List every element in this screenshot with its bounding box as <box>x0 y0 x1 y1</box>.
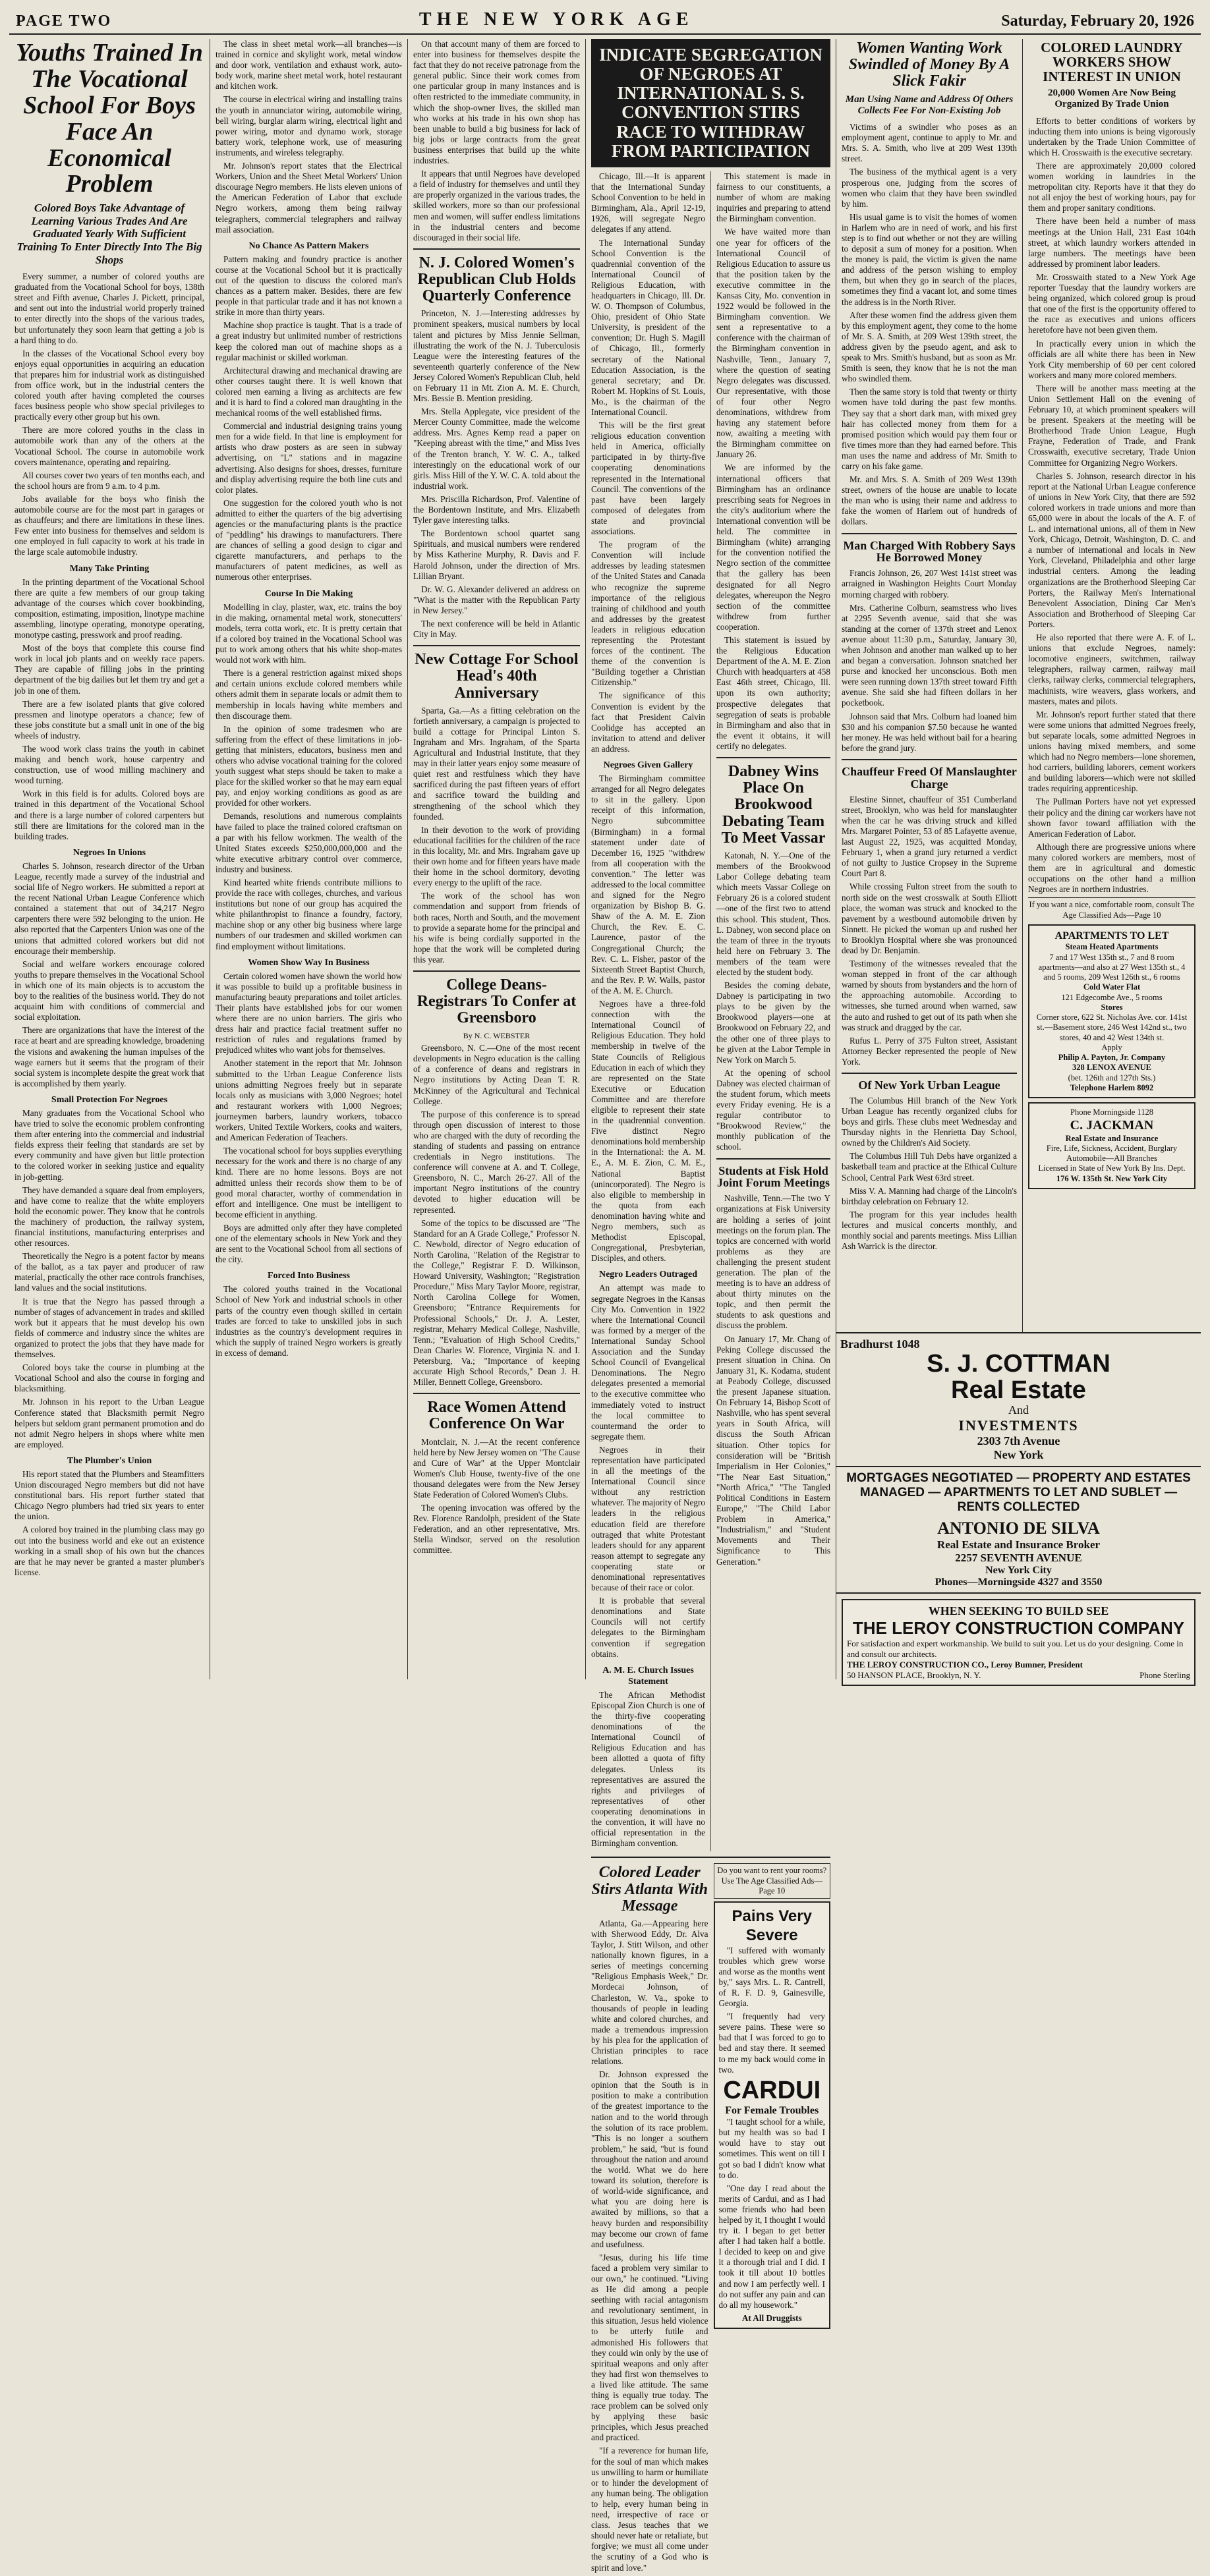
paper-title: THE NEW YORK AGE <box>418 9 694 30</box>
column-3 <box>408 39 586 1679</box>
divider <box>842 1073 1017 1074</box>
article-paragraph: The Columbus Hill branch of the New York Urban League has recently organized clubs for boys and girls. These clubs meet Wednesday and Thursday nights in the Henrietta Day School, owned by the Children's Aid Society. <box>842 1095 1017 1148</box>
article-paragraph: The African Methodist Episcopal Zion Church is one of the thirty-five cooperating denominations of the International Council of Religious Education and has been allotted a quota of fifty delegates. Unless its representatives are assured the rights and privileges of representatives of other cooperating denominations in the convention, it will have no official representation in the Birmingham convention. <box>591 1689 705 1849</box>
divider <box>842 759 1017 760</box>
article-paragraph: We are informed by the international officers that Birmingham has an ordinance prescribing seats for Negroes in the city's auditorium where the International convention will be held. The committee in Birmingham (white) arranging for the convention notified the Negro section of the committee that the gallery has been designated for all Negro delegates, whereupon the Negro section of the committee withdrew from further cooperation. <box>716 462 830 632</box>
ad-title: S. J. COTTMAN <box>927 1349 1110 1378</box>
article-paragraph: Machine shop practice is taught. That is a trade of a great industry but unlimited number of restrictions keep the colored man out of machine shops as a regular machinist or skilled workman. <box>216 320 402 362</box>
article-paragraph: Negroes in their representation have participated in all the meetings of the International Council since without any restriction whatever. The majority of Negro leaders in the religious education field are therefore outraged that white Protestant leaders should for any apparent reason attempt to segregate any cooperating state or denominational representatives because of their race or color. <box>591 1444 705 1593</box>
article-paragraph: Miss V. A. Manning had charge of the Lincoln's birthday celebration on February 12. <box>842 1185 1017 1206</box>
article-paragraph: On that account many of them are forced to enter into business for themselves despite the fact that they do not receive patronage from the general public. Since their work comes from one particular group in many instances and is often restricted to the immediate community, in which the shop-owner lives, the skilled man who works at his trade in his own shop has been unable to build a big business for lack of big jobs or large contracts from the great business enterprises that build up the white industries. <box>413 39 580 166</box>
article-paragraph: Mr. Johnson in his report to the Urban League Conference stated that Blacksmith permit Negro helpers but seldom grant permanent promotion and do not admit Negro helpers in shops where white men are employed. <box>14 1397 204 1449</box>
desilva-ad <box>836 1467 1201 1594</box>
ad-title: APARTMENTS TO LET <box>1054 930 1169 941</box>
article-paragraph: Kind hearted white friends contribute millions to provide the race with colleges, churches, and various institutions but none of our group has acquired the white philanthropist to finance a foundry, factory, machine shop or any other big business where large numbers of our tradesmen and skilled workmen can find employment without limitations. <box>216 878 402 951</box>
article-paragraph: There are a few isolated plants that give colored pressmen and linotype operators a chance; few of these jobs constitute but a small unit in one of the big wheels of industry. <box>14 698 204 741</box>
urban-league-headline: Of New York Urban League <box>858 1078 1000 1092</box>
article-paragraph: In their devotion to the work of providing educational facilities for the children of the race in this locality, Mr. and Mrs. Ingraham gave up their own home and for fifteen years have made their home in the school dormitory, devoting every energy to the uplift of the race. <box>413 824 581 888</box>
segregation-body <box>591 171 830 1851</box>
article-paragraph: Demands, resolutions and numerous complaints have failed to place the trained colored craftsman on a par with his fellow workmen. The wealth of the United States exceeds $250,000,000,000 and the white executive arbitrary control over commerce, industry and business. <box>216 811 402 874</box>
article-paragraph: Besides the coming debate, Dabney is participating in two plays to be given by the Brookwood players—one at Brookwood on February 22, and the other one of three plays to be given at the Labor Temple in New York on March 5. <box>716 980 830 1065</box>
article-paragraph: In the classes of the Vocational School every boy enjoys equal opportunities in acquiring an education that prepares him for industrial work as distinguished from office work, but in the industrial centers the colored youth after having completed the courses faces business people who show special privileges to practically every other group but his own. <box>14 348 204 422</box>
ad-line: Real Estate and Insurance Broker <box>936 1538 1101 1551</box>
ad-paragraph: "I frequently had very severe pains. These were so bad that I was forced to go to bed and stay there. It seemed to me my back would come in two. <box>718 2011 825 2075</box>
cardui-tagline: For Female Troubles <box>725 2104 819 2116</box>
ad-title: C. JACKMAN <box>1070 1118 1154 1133</box>
article-paragraph: It is true that the Negro has passed through a number of stages of advancement in trades and skilled work but it appears that he must develop his own fields of commerce and industry since the whites are organized to protect the jobs that they have made for themselves. <box>14 1296 204 1360</box>
ad-paragraph: "I taught school for a while, but my health was so bad I would have to stay out sometimes. This went on till I got so bad I didn't know what to do. <box>718 2117 825 2180</box>
swindled-subhead: Man Using Name and Address Of Others Collects Fee For Non-Existing Job <box>845 94 1014 116</box>
article-paragraph: His usual game is to visit the homes of women in Harlem who are in need of work, and his first step is to find out whether or not they are willing to deposit a sum of money for a position. When the money is paid, the victim is given the name and address of the person wishing to employ them, but when they go in search of the places, sometimes they find a vacant lot, and some times the address is in the North River. <box>842 211 1017 307</box>
cardui-footer: At All Druggists <box>741 2312 802 2323</box>
section-heading: Forced Into Business <box>268 1271 350 1281</box>
cardui-ad <box>714 1863 831 2575</box>
article-paragraph: An attempt was made to segregate Negroes in the Kansas City Mo. Convention in 1922 where the International Council was formed by a merger of the International Sunday School Association and the Sunday School Council of Evangelical Denominations. The Negro delegates presented a memorial to the executive committee who immediately voted to instruct the local committee to countermand the order to segregate them. <box>591 1283 705 1442</box>
cottman-ad <box>836 1333 1201 1467</box>
section-heading: The Plumber's Union <box>67 1455 152 1466</box>
article-paragraph: Charles S. Johnson, research director in his report at the National Urban League conference of unions in New York City, that there are 592 colored workers in trade unions and more than 65,000 were in about the locals of the A. F. of L. and international unions, all of them in New York, Chicago, Detroit, Washington, D. C. and a number of international and locals in New York, Cleveland, Philadelphia and other large industrial centers. Among the leading organizations are the Brotherhood Sleeping Car Porters, the Railway Men's International Benevolent Association, Dining Car Men's Association and Brotherhood of Sleeping Car Porters. <box>1028 470 1196 629</box>
segregation-banner <box>591 39 830 167</box>
article-paragraph: The Columbus Hill Tuh Debs have organized a basketball team and practice at the Ethical Culture School, Central Park West 63rd street. <box>842 1151 1017 1183</box>
divider <box>842 533 1017 534</box>
article-paragraph: The course in electrical wiring and installing trains the youth in annunciator wiring, automobile wiring, bell wiring, burglar alarm wiring, electrical light and power wiring, motor and dynamo work, storage battery work, telephone work, use of measuring instruments, and wireless telegraphy. <box>216 94 402 157</box>
section-heading: Negroes Given Gallery <box>603 760 693 770</box>
ad-line: THE LEROY CONSTRUCTION CO., Leroy Bumner, President <box>847 1660 1083 1669</box>
article-paragraph: Every summer, a number of colored youths are graduated from the Vocational School for boys, 138th street and Fifth avenue, Charles J. Pickett, principal, and sent out into the industrial world properly trained to enter directly into the shops of the various trades, but unfortunately they soon learn that getting a job is a hard thing to do. <box>14 271 204 345</box>
ad-line: Stores <box>1101 1002 1123 1012</box>
race-women-headline: Race Women Attend Conference On War <box>427 1399 566 1433</box>
article-paragraph: He also reported that there were A. F. of L. unions that exclude Negroes, namely: locomotive engineers, switchmen, railway telegraphers, railway carmen, railway mail clerks, railway clerks, commercial telegraphers, machinists, wire weavers, glass workers, and masters, mates and pilots. <box>1028 632 1196 706</box>
ad-line: 121 Edgecombe Ave., 5 rooms <box>1061 992 1163 1002</box>
article-paragraph: In practically every union in which the officials are all white there has been in New York City membership of 60 per cent colored workers and many more colored members. <box>1028 338 1196 380</box>
article-paragraph: Jobs available for the boys who finish the automobile course are for the most part in garages or as chauffeurs; and there are limitations in these lines. Few enter into business for themselves and seldom is one employed in full capacity to work at his trade in the large scale automobile industry. <box>14 493 204 557</box>
article-paragraph: A colored boy trained in the plumbing class may go out into the business world and eke out an existence working in a small shop of his own but the chances are that he may never be granted a master plumber's license. <box>14 1525 204 1577</box>
article-paragraph: Rufus L. Perry of 375 Fulton street, Assistant Attorney Becker represented the people of New York. <box>842 1035 1017 1067</box>
section-heading: Course In Die Making <box>264 588 353 599</box>
article-paragraph: There have been held a number of mass meetings at the Union Hall, 231 East 104th street, at which laundry workers attended in large numbers. The meetings have been addressed by prominent labor leaders. <box>1028 216 1196 269</box>
article-paragraph: They have demanded a square deal from employers, and have come to realize that the white employers hold the economic power. They know that he controls the machinery of production, the railway system, financial institutions, manufacturing enterprises and other resources. <box>14 1185 204 1248</box>
article-paragraph: Some of the topics to be discussed are "The Standard for an A Grade College," Professor N. C. Newbold, director of Negro education of North Carolina, "Relation of the Registrar to the College," Registrar F. D. Wilkinson, Howard University, Washington; "Registration Procedure," Miss Mary Taylor Moore, registrar, North Carolina College for Women, Greensboro; "Entrance Requirements for Professional Schools," Dr. J. A. Lester, registrar, Meharry Medical College, Nashville, Tenn.; "Evaluation of High School Credits," Dean Charles W. Florence, Virginia N. and I. Petersburg, Va.; "Importance of keeping accurate High School Records," Dean J. H. Miller, Bennett College, Greensboro. <box>413 1218 580 1387</box>
article-paragraph: The class in sheet metal work—all branches—is trained in cornice and skylight work, metal window and door work, ventilation and exhaust work, auto-body work, marine sheet metal work, hotel restaurant and kitchen work. <box>216 39 402 92</box>
article-paragraph: It is probable that several denominations and State Councils will not certify delegates to the Birmingham convention if segregation obtains. <box>591 1596 705 1659</box>
vocational-subhead: Colored Boys Take Advantage of Learning Various Trades And Are Graduated Yearly With Sufficient Training To Enter Directly Into The Big Shops <box>16 202 202 266</box>
cottage-headline: New Cottage For School Head's 40th Anniversary <box>415 651 579 702</box>
article-paragraph: Victims of a swindler who poses as an employment agent, continue to apply to Mr. and Mrs. S. A. Smith, who live at 209 West 139th street. <box>842 122 1017 164</box>
article-paragraph: Atlanta, Ga.—Appearing here with Sherwood Eddy, Dr. Alva Taylor, J. Stitt Wilson, and other nationally known figures, in a series of meetings concerning "Religious Emphasis Week," Dr. Mordecai Johnson, of Charleston, W. Va., spoke to thousands of people in leading white and colored churches, and made a tremendous impression by his plea for the application of Christian principles to race relations. <box>591 1918 708 2067</box>
article-paragraph: The program of the Convention will include addresses by leading statesmen of the United States and Canada who recognize the supreme importance of the religious training of childhood and youth and addresses by the greatest leaders in religious education representing the Protestant forces of the continent. The theme of the convention is "Building together a Christian Citizenship." <box>591 540 705 688</box>
article-paragraph: Boys are admitted only after they have completed one of the elementary schools in New York and they are sent to the Vocational School from all sections of the city. <box>216 1222 402 1265</box>
article-paragraph: The Birmingham committee arranged for all Negro delegates to sit in the gallery. Upon receipt of this information, Negro subcommittee (Birmingham) in a formal statement under date of December 16, 1925 "withdrew from all cooperation with the convention." The letter was addressed to the local committee and signed for the Negro organization by Bishop B. G. Shaw of the A. M. E. Zion Church, the Rev. E. C. Laurence, pastor of the Congregational Church; the Rev. C. L. Fisher, pastor of the Sixteenth Street Baptist Church, and the Rev. P. W. Walls, pastor of the A. M. E. Church. <box>591 773 705 995</box>
article-paragraph: In the opinion of some tradesmen who are suffering from the effect of these limitations in job-getting that ministers, educators, business men and others who advise vocational training for the colored youth suggest what steps should be taken to make a place for the skilled worker so that he may earn equal pay, and enjoy working conditions as good as are provided for other workers. <box>216 723 402 808</box>
nj-club-headline: N. J. Colored Women's Republican Club Holds Quarterly Conference <box>417 254 576 305</box>
cardui-brand: CARDUI <box>723 2076 821 2104</box>
article-paragraph: Nashville, Tenn.—The two Y organizations at Fisk University are holding a series of joint meetings on the forum plan. The topics are concerned with world problems as they are challenging the present student generation. The plan of the meeting is to have an address of about thirty minutes on the topic, and then permit the students to ask questions and discuss the problem. <box>716 1193 830 1331</box>
ad-line: Phone Sterling <box>1139 1670 1190 1680</box>
column-1 <box>9 39 210 1679</box>
chauffeur-headline: Chauffeur Freed Of Manslaughter Charge <box>842 764 1017 791</box>
section-heading: Small Protection For Negroes <box>51 1094 168 1105</box>
article-paragraph: While crossing Fulton street from the south to north side on the west crosswalk at South Elliott place, the woman was struck and knocked to the pavement by a westbound automobile driven by Sinnett. He picked the woman up and rushed her to Brooklyn Hospital where she was pronounced dead by Dr. Benjamin. <box>842 882 1017 955</box>
ad-line: Bradhurst 1048 <box>840 1337 920 1351</box>
section-heading: No Chance As Pattern Makers <box>248 240 369 251</box>
article-paragraph: Architectural drawing and mechanical drawing are other courses taught there. It is well known that colored men earning a living as architects are few and it is hard to find a colored man draughting in the mechanical rooms of the well established firms. <box>216 365 402 418</box>
article-paragraph: At the opening of school Dabney was elected chairman of the student forum, which meets every Friday evening. He is a regular contributor to "Brookwood Review," the monthly publication of the school. <box>716 1067 830 1152</box>
ad-line: Phones—Morningside 4327 and 3550 <box>935 1577 1103 1588</box>
section-heading: A. M. E. Church Issues Statement <box>602 1665 694 1687</box>
article-paragraph: The business of the mythical agent is a very prosperous one, judging from the scores of women who claim that they have been swindled by him. <box>842 167 1017 209</box>
article-paragraph: Montclair, N. J.—At the recent conference held here by New Jersey women on "The Cause and Cure of War" at the Upper Montclair Women's Club House, twenty-five of the one thousand delegates were from the New Jersey State Federation of Colored Women's Clubs. <box>413 1436 580 1499</box>
ad-paragraph: "I suffered with womanly troubles which grew worse and worse as the months went by," says Mrs. L. R. Cantrell, of R. F. D. 9, Gainesville, Georgia. <box>718 1945 825 2009</box>
apartments-ad <box>1028 924 1196 1098</box>
laundry-headline: COLORED LAUNDRY WORKERS SHOW INTEREST IN UNION <box>1041 40 1183 85</box>
column-2 <box>210 39 408 1679</box>
article-paragraph: Social and welfare workers encourage colored youths to prepare themselves in the Vocational School in which one of its main objects is to accustom the boy to the realities of the business world. They do not acquaint him with conditions of commercial and social exploitation. <box>14 959 204 1022</box>
article-paragraph: In the printing department of the Vocational School there are quite a few members of our group taking advantage of the courses which cover bookbinding, composition, estimating, imposition, linotype machine assembling, linotype operating, monotype operating, monotype casting, presswork and proof reading. <box>14 576 204 640</box>
article-paragraph: This will be the first great religious education convention held in America, officially participated in by thirty-five cooperating denominations represented in the International Council. The conventions of the past have been largely composed of delegates from state and provincial associations. <box>591 420 705 537</box>
segregation-col-right <box>710 171 830 1851</box>
article-paragraph: Most of the boys that complete this course find work in local job plants and on weekly race papers. They are capable of filling jobs in the printing department of the big dailies but let them try and get a job in one of them. <box>14 643 204 696</box>
article-paragraph: Modelling in clay, plaster, wax, etc. trains the boy in die making, ornamental metal work, stonecutters' models, terra cotta work, etc. It is pretty certain that if a colored boy trained in the Vocational School was put to work among others that his white shop-mates would not work with him. <box>216 602 402 665</box>
article-paragraph: Dr. Johnson expressed the opinion that the South is in position to make a contribution of the greatest importance to the nation and to the world through the solution of its race problem. "This is no longer a southern problem," he said, "but is found throughout the nation and around the world. What we do here toward its solution, therefore is of world-wide significance, and what you are doing here is awaited by millions, so that a heavy burden and responsibility may become our crown of fame and usefulness. <box>591 2069 708 2249</box>
ad-line: New York City <box>985 1565 1052 1576</box>
dabney-headline: Dabney Wins Place On Brookwood Debating Team To Meet Vassar <box>721 763 826 847</box>
article-paragraph: There are organizations that have the interest of the race at heart and are spreading knowledge, broadening the visions and awakening the human impulses of the wage earners but it seems that the program of their social system is incomplete despite the great work that is accomplished by them yearly. <box>14 1025 204 1088</box>
ad-paragraph: "One day I read about the merits of Cardui, and as I had some friends who had been helped by it, I thought I would try it. I began to get better after I had taken half a bottle. I decided to keep on and give it a thorough trial and I did. I took it till about 10 bottles and now I am perfectly well. I do not suffer any pain and can do all my housework." <box>718 2183 825 2310</box>
article-paragraph: The opening invocation was offered by the Rev. Florence Randolph, president of the State Federation, and an other representative, Mrs. Stella Windsor, served on the resolution committee. <box>413 1503 580 1555</box>
ad-line: 328 LENOX AVENUE <box>1072 1063 1151 1073</box>
article-paragraph: Mr. Johnson's report further stated that there were some unions that admitted Negroes freely, but separate locals, some admitted Negroes in unions having mixed members, and some which had no Negro members—lone shoremen, hod carriers, building laborers, cement workers and building laborers—which were not skilled trades requiring apprenticeship. <box>1028 709 1196 794</box>
ad-line: Phone Morningside 1128 <box>1070 1107 1153 1117</box>
atlanta-headline: Colored Leader Stirs Atlanta With Message <box>591 1864 708 1915</box>
leroy-ad <box>842 1599 1196 1686</box>
ad-line: For satisfaction and expert workmanship. We build to suit you. Let us do your designing. Come in and consult our architects. <box>847 1638 1184 1659</box>
article-paragraph: Princeton, N. J.—Interesting addresses by prominent speakers, musical numbers by local talent and pictures by Miss Jennie Sellman, illustrating the work of the N. J. Tuberculosis League were the interesting features of the seventeenth quarterly conference of the New Jersey Colored Women's Republican Club, held on February 11 in Mt. Zion A. M. E. Church, Mrs. Bessie B. Mention presiding. <box>413 308 580 404</box>
ad-line: 2257 SEVENTH AVENUE <box>955 1552 1082 1564</box>
article-paragraph: Greensboro, N. C.—One of the most recent developments in Negro education is the calling of a conference of deans and registrars in Negro institutions by Acting Dean T. R. McKinney of the Agricultural and Technical College. <box>413 1043 580 1106</box>
article-paragraph: There are approximately 20,000 colored women working in laundries in the metropolitan city. Reports have it that they do not all enjoy the best of working hours, pay for them and proper sanitary conditions. <box>1028 161 1196 213</box>
article-paragraph: The Bordentown school quartet sang Spirituals, and musical numbers were rendered by Miss Katherine Murphy, R. Davis and F. Harold Johnson, under the direction of Mrs. Lillian Bryant. <box>413 528 580 581</box>
article-paragraph: Although there are progressive unions where many colored workers are members, most of them are in agricultural and domestic occupations on the other hand a million Negroes are in northern industries. <box>1028 841 1196 895</box>
ad-line: 176 W. 135th St. New York City <box>1056 1173 1168 1183</box>
article-paragraph: The colored youths trained in the Vocational School of New York and industrial schools in other parts of the country even though skilled in certain trades are forced to take to unskilled jobs in such industries as the country's development requires in which the supply of trained Negro workers is greatly in excess of demand. <box>216 1284 402 1358</box>
divider <box>413 248 580 250</box>
article-paragraph: The Pullman Porters have not yet expressed their policy and the dining car workers have not shown favor toward affiliation with the American Federation of Labor. <box>1028 797 1196 839</box>
ad-line: Telephone Harlem 8092 <box>1070 1082 1154 1092</box>
article-paragraph: Certain colored women have shown the world how it was possible to build up a profitable business in manufacturing beauty preparations and toilet articles. Their plants have established jobs for our women where there are no union barriers. The girls who dress hair and practice facial treatment suffer no restriction of rules and regulations framed by prejudiced whites who want jobs for themselves. <box>216 970 402 1055</box>
article-paragraph: There will be another mass meeting at the Union Settlement Hall on the evening of February 10, at which prominent speakers will be present. Speakers at the meeting will be Brotherhood Trade Union League, Hugh Frayne, Federation of Trade, and Frank Crosswaith, executive secretary, Trade Union Committee for Organizing Negro Workers. <box>1028 383 1196 468</box>
article-paragraph: The program for this year includes health lectures and musical concerts monthly, and monthly social and parents meetings. Miss Lillian Ash Warrick is the director. <box>842 1209 1017 1252</box>
article-paragraph: "Jesus, during his life time faced a problem very similar to our own," he continued. "Living as He did among a people seething with racial antagonism and revolutionary sentiment, in this situation, Jesus held violence to be utterly futile and admonished His followers that they could win only by the use of spiritual weapons and only after they had first won themselves to a lived like attitude. The same thing is equally true today. The race problem can be solved only by applying these basic principles, which Jesus preached and practiced. <box>591 2252 708 2443</box>
article-paragraph: Mrs. Stella Applegate, vice president of the Mercer County Committee, made the welcome address. Mrs. Agnes Kemp read a paper on "Keeping abreast with the time," and Miss Ives of the Trenton branch, Y. W. C. A., talked interestingly on the educational work of our girls. Miss Hill of the Y. W. C. A. told about the industrial work. <box>413 406 580 491</box>
article-paragraph: Elestine Sinnet, chauffeur of 351 Cumberland street, Brooklyn, who was held for manslaughter when the car he was driving struck and killed Mrs. Margaret Pointer, 53 of 85 Lafayette avenue, last August 22, 1925, was acquitted Monday, February 1, when a grand jury returned a verdict of not guilty to Justice Cropsey in the Supreme Court Part 8. <box>842 794 1017 879</box>
byline: By N. C. WEBSTER <box>463 1030 531 1040</box>
section-heading: Many Take Printing <box>69 563 150 574</box>
column-4 <box>586 39 836 2573</box>
ad-line: (bet. 126th and 127th Sts.) <box>1068 1073 1156 1082</box>
article-paragraph: The significance of this Convention is evident by the fact that President Calvin Coolidge has accepted an invitation to attend and deliver an address. <box>591 690 705 754</box>
article-paragraph: Many graduates from the Vocational School who have tried to solve the economic problem confronting them after entering into the commercial and industrial fields express their feeling that standards are set by every community and have given but little protection to the colored worker in seeking justice and equality in job-getting. <box>14 1107 204 1182</box>
article-paragraph: Testimony of the witnesses revealed that the woman stepped in front of the car although warned by shouts from bystanders and the horn of the approaching automobile. According to witnesses, she turned around when warned, saw the auto and rushed to get out of its path when she was struck and dragged by the car. <box>842 959 1017 1032</box>
article-paragraph: Another statement in the report that Mr. Johnson submitted to the Urban League Conference lists unions admitting Negroes freely but in separate locals only as musicians with 3,000 Negroes; hotel and restaurant workers with 1,000 Negroes; journeymen barbers, laundry workers, tobacco workers, United Textile Workers, cooks and waiters, and American Federation of Teachers. <box>216 1058 402 1143</box>
article-paragraph: The International Sunday School Convention is the quadrennial convention of the International Council of Religious Education, with headquarters in Chicago, Ill. Dr. W. O. Thompson of Columbus, Ohio, president of Ohio State University, is president of the convention; Dr. Hugh S. Magill of Chicago, Ill., formerly secretary of the National Education Association, is the general secretary; and Dr. Robert M. Hopkins of St. Louis, Mo., is the chairman of the International Council. <box>591 237 705 417</box>
ad-line: 50 HANSON PLACE, Brooklyn, N. Y. <box>847 1670 981 1680</box>
ad-title: Real Estate <box>951 1376 1086 1404</box>
vocational-headline: Youths Trained In The Vocational School For Boys Face An Economical Problem <box>16 39 203 198</box>
article-paragraph: The vocational school for boys supplies everything necessary for the work and there is no charge of any kind. There are no home lessons. Boys are not admitted unless their records show them to be of good moral character, worthy of commendation in effort and intelligence. One must be intelligent to become efficient in anything. <box>216 1146 402 1219</box>
ad-line: MORTGAGES NEGOTIATED — PROPERTY AND ESTATES MANAGED — APARTMENTS TO LET AND SUBLET — RENTS COLLECTED <box>846 1471 1191 1515</box>
article-paragraph: Mr. Johnson's report states that the Electrical Workers, Union and the Sheet Metal Workers' Union discourage Negro members. He lists eleven unions of the American Federation of Labor that exclude Negro workers, among them being railway telegraphers, commercial telegraphers and railway mail association. <box>216 161 402 235</box>
article-paragraph: Chicago, Ill.—It is apparent that the International Sunday School Convention to be held in Birmingham, Ala., April 12-19, 1926, will segregate Negro delegates if any attend. <box>591 171 705 235</box>
article-paragraph: One suggestion for the colored youth who is not admitted to either the quarters of the big advertising agencies or the manufacturing plants is the practice of "peddling" his drawings to manufacturers. There are chances of selling a good design to cigar and cigarette manufacturers, and perhaps to the manufacturers of patent medicines, as well as numerous other enterprises. <box>216 497 402 582</box>
robbery-headline: Man Charged With Robbery Says He Borrowed Money <box>843 538 1016 565</box>
cardui-headline: Pains Very Severe <box>732 1907 812 1945</box>
ad-line: Philip A. Payton, Jr. Company <box>1058 1053 1166 1063</box>
article-paragraph: Theoretically the Negro is a potent factor by means of the ballot, as a tax payer and producer of raw material, practically the other race controls franchises, land values and the social institutions. <box>14 1251 204 1293</box>
atlanta-article <box>591 1863 708 2575</box>
article-paragraph: Mrs. Catherine Colburn, seamstress who lives at 2295 Seventh avenue, said that she was standing at the corner of 137th street and Lenox avenue about 11:30 p.m., Saturday, January 30, when Johnson and another man walked up to her and began a conversation. Johnson snatched her purse and knocked her unconscious. Both men were seen running down 137th street toward Fifth avenue. She said she had fifteen dollars in her pocketbook. <box>842 602 1017 708</box>
article-paragraph: There are more colored youths in the class in automobile work than any of the others at the Vocational School. The course in automobile work covers maintenance, operating and repairing. <box>14 425 204 467</box>
cardui-box <box>714 1901 831 2329</box>
article-paragraph: On January 17, Mr. Chang of Peking College discussed the present situation in China. On January 31, K. Kodama, student at Peabody College, discussed the present Japanese situation. On February 14, Bishop Scott of Nashville, who has spent several years in South Africa, will discuss the South African situation. Other topics for consideration will be "British Imperialism in Her Colonies," "The Near East Situation," "North Africa," "The Tangled Political Conditions in Eastern Europe," "The Child Labor Problem in America," "Industrialism," and "Student Movements and Their Significance to This Generation." <box>716 1333 830 1567</box>
section-heading: Women Show Way In Business <box>248 957 370 968</box>
article-paragraph: Negroes have a three-fold connection with the International Council of Religious Education. They hold membership in twelve of the State Councils of Religious Education in each of which they are represented on the State Executive or Education Committee and are therefore eligible to represent their state in the quadrennial convention. Five distinct Negro denominations hold membership in the International: the A. M. E., A. M. E. Zion, C. M. E., National Baptist (unincorporated). The Negro is also eligible to membership in the quota from each denomination having white and Negro members, such as Methodist Episcopal, Congregational, Presbyterian, Disciples, and others. <box>591 999 705 1264</box>
article-paragraph: Efforts to better conditions of workers by inducting them into unions is being vigorously undertaken by the Trade Union Committee of which H. Crosswaith is the executive secretary. <box>1028 115 1196 157</box>
ad-line: 7 and 17 West 135th st., 7 and 8 room apartments—and also at 27 West 135th st., 4 and 5 rooms, 209 West 126th st., 6 rooms <box>1038 952 1186 982</box>
masthead <box>9 9 1201 35</box>
article-paragraph: There is a general restriction against mixed shops and certain unions exclude colored members while others admit them in separate locals or admit them to membership in locals having white members and then discourage them. <box>216 668 402 721</box>
article-paragraph: Mr. and Mrs. S. A. Smith of 209 West 139th street, owners of the house are unable to locate the man who is using their name and address to fake the women of Harlem out of hundreds of dollars. <box>842 474 1017 527</box>
divider <box>413 645 580 646</box>
deans-headline: College Deans-Registrars To Confer at Greensboro <box>417 976 577 1027</box>
divider <box>413 1393 580 1394</box>
ad-line: Apply <box>1101 1042 1122 1052</box>
ad-line: Steam Heated Apartments <box>1065 942 1159 952</box>
article-paragraph: Dr. W. G. Alexander delivered an address on "What is the matter with the Republican Party in New Jersey." <box>413 584 580 615</box>
article-paragraph: Johnson said that Mrs. Colburn had loaned him $30 and his companion $7.50 because he wanted her money. He was held without bail for a hearing before the grand jury. <box>842 711 1017 753</box>
article-paragraph: Sparta, Ga.—As a fitting celebration on the fortieth anniversary, a campaign is projected to build a cottage for Principal Linton S. Ingraham and Mrs. Ingraham, of the Sparta Agricultural and Industrial Institute, that they may in their latter years enjoy some measure of quiet rest and restfulness which they have sacrificed during the past fifteen years of effort and sacrifice toward the building and strengthening of the school which they founded. <box>413 705 580 822</box>
article-paragraph: All courses cover two years of ten months each, and the school hours are from 9 a.m. to 4 p.m. <box>14 470 204 491</box>
laundry-subhead: 20,000 Women Are Now Being Organized By Trade Union <box>1047 88 1176 110</box>
article-paragraph: This statement is issued by the Religious Education Department of the A. M. E. Zion Church with headquarters at 458 East 46th street, Chicago, Ill. upon its own authority; prospective delegates that segregation of seats is probable in Birmingham and also that in the event it obtains, it will certify no delegates. <box>716 634 830 751</box>
ad-line: Real Estate and Insurance <box>1065 1133 1159 1143</box>
ad-line-row <box>847 1670 1190 1681</box>
ad-title: ANTONIO DE SILVA <box>937 1519 1100 1538</box>
divider <box>716 757 830 758</box>
article-paragraph: Then the same story is told that twenty or thirty women have told during the past few months. They say that a short dark man, with mixed grey hair has collected money from them for a promised position which would pay them four or five times more than they had earned before. This man uses the name and address of Mr. Smith to carry on his fake game. <box>842 387 1017 471</box>
swindled-headline: Women Wanting Work Swindled of Money By A Slick Fakir <box>848 40 1010 90</box>
article-paragraph: The work of the school has won commendation and support from friends of both races, North and South, and the movement to provide a separate home for the principal and his wife is being cordially supported in the hope that the work will be completed during this year. <box>413 891 580 965</box>
ad-line: Licensed in State of New York By Ins. Dept. <box>1038 1163 1186 1173</box>
divider <box>591 1857 830 1858</box>
article-paragraph: Pattern making and foundry practice is another course at the Vocational School but it is practically out of the question to discuss the colored man's chances as a pattern maker. Besides, there are few people in that particular trade and it has not known a strike in more than thirty years. <box>216 254 402 318</box>
fisk-headline: Students at Fisk Hold Joint Forum Meetings <box>717 1163 830 1190</box>
ad-line: Fire, Life, Sickness, Accident, Burglary <box>1046 1143 1178 1153</box>
divider <box>716 1158 830 1160</box>
jackman-ad <box>1028 1102 1196 1189</box>
ad-line: 2303 7th Avenue <box>977 1434 1060 1448</box>
page-number: PAGE TWO <box>16 13 112 30</box>
article-paragraph: Colored boys take the course in plumbing at the Vocational School and also the course in forging and blacksmithing. <box>14 1362 204 1394</box>
article-paragraph: This statement is made in fairness to our constituents, a number of whom are making inquiries and preparing to attend the Birmingham convention. <box>716 171 830 224</box>
issue-date: Saturday, February 20, 1926 <box>1001 13 1194 30</box>
bottom-ads <box>836 1332 1201 1691</box>
ad-line: Corner store, 622 St. Nicholas Ave. cor. 141st st.—Basement store, 246 West 142nd st., two stores, 40 and 42 West 134th st. <box>1036 1013 1188 1042</box>
article-paragraph: Work in this field is for adults. Colored boys are trained in this department of the Vocational School and there is a large number of colored carpenters but still there are limitations for the colored man in the building trades. <box>14 789 204 841</box>
article-paragraph: Commercial and industrial designing trains young men for a wide field. In that line is employment for artists who draw posters as are seen in subway advertising, on "L" stations and in magazine advertising. Also designs for shoes, dresses, furniture and display advertising require the both line cuts and color plates. <box>216 421 402 495</box>
segregation-headline: INDICATE SEGREGATION OF NEGROES AT INTERNATIONAL S. S. CONVENTION STIRS RACE TO WITHDRAW FROM PARTICIPATION <box>599 45 822 161</box>
ad-line: INVESTMENTS <box>958 1417 1079 1434</box>
article-paragraph: Mrs. Priscilla Richardson, Prof. Valentine of the Bordentown Institute, and Mrs. Elizabeth Tyler gave interesting talks. <box>413 493 580 526</box>
ad-line: New York <box>993 1448 1044 1462</box>
article-paragraph: Francis Johnson, 26, 207 West 141st street was arraigned in Washington Heights Court Monday morning charged with robbery. <box>842 568 1017 600</box>
lower-col-4 <box>591 1863 830 2575</box>
cottman-row <box>836 1333 1201 1468</box>
article-paragraph: It appears that until Negroes have developed a field of industry for themselves and until they are properly organized in the various trades, the skilled workers, more so than our professional men and women, will suffer endless limitations in the industrial centers and become discouraged in their social life. <box>413 169 580 242</box>
article-paragraph: We have waited more than one year for officers of the International Council of Religious Education to assure us that the position taken by the executive committee in the Kansas City, Mo. convention in 1922 would be followed in the Birmingham convention. We sent a representative to a conference with the chairman of the Birmingham convention in Nashville, Tenn., January 7, where the question of seating Negro delegates was discussed. Our representative, with those of four other Negro denominations, withdrew from having any statement before now, awaiting a meeting with the Birmingham committee on January 26. <box>716 227 830 460</box>
article-paragraph: "If a reverence for human life, for the soul of man which makes us unwilling to harm or humiliate or to hinder the development of any human being. The obligation to help, every human being in need, irrespective of race or class. Jesus teaches that we should never hate or retaliate, but forgive; we must all come under the scrutiny of a God who is spirit and love." <box>591 2446 708 2573</box>
divider <box>413 970 580 972</box>
section-heading: Negro Leaders Outraged <box>598 1270 698 1280</box>
article-paragraph: The next conference will be held in Atlantic City in May. <box>413 618 580 640</box>
ad-line: And <box>1008 1403 1029 1417</box>
classified-notice: If you want a nice, comfortable room, consult The Age Classified Ads—Page 10 <box>1028 897 1196 920</box>
section-heading: Negroes In Unions <box>72 847 146 858</box>
ad-line: Cold Water Flat <box>1083 982 1141 992</box>
classified-notice: Do you want to rent your rooms? Use The Age Classified Ads—Page 10 <box>714 1863 831 1899</box>
article-paragraph: His report stated that the Plumbers and Steamfitters Union discouraged Negro members but did not have constitutional bars. His report further stated that Chicago Negro plumbers had tried six years to enter the union. <box>14 1469 204 1522</box>
segregation-col-left <box>591 171 705 1851</box>
article-paragraph: Mr. Crosswaith stated to a New York Age reporter Tuesday that the laundry workers are being organized, which colored group is proud that one of the first is the opportunity offered to the race as executives and unions officers heretofore have not been given them. <box>1028 271 1196 335</box>
article-paragraph: The purpose of this conference is to spread through open discussion of interest to those who are charged with the duty of recording the standing of students and passing on entrance credentials in Negro institutions. The conference will convene at A. and T. College, Greensboro, N. C., March 26-27. All of the important Negro institutions of the country devoted to higher education will be represented. <box>413 1109 580 1215</box>
ad-line: Automobile—All Branches <box>1066 1154 1157 1163</box>
article-paragraph: After these women find the address given them by this employment agent, they come to the home of Mr. S. A. Smith, at 209 West 139th street, the address given by the pseudo agent, and ask to speak to Mrs. Smith's husband, but as soon as Mr. Smith is seen, they know that he is not the man who swindled them. <box>842 310 1017 384</box>
article-paragraph: Katonah, N. Y.—One of the members of the Brookwood Labor College debating team which meets Vassar College on February 26 is a colored student—one of the first two to attend this school. This student, Thos. L. Dabney, won second place on the team of three in the tryouts held here on February 3. The members of the team were elected by the student body. <box>716 850 830 977</box>
ad-line: WHEN SEEKING TO BUILD SEE <box>928 1604 1109 1617</box>
article-paragraph: Charles S. Johnson, research director of the Urban League, recently made a survey of the industrial and social life of Negro workers. He submitted a report at the recent National Urban League Conference which contained a statement that out of 34,217 Negro carpenters there were 592 belonging to the union. He also reported that the Carpenters Union was one of the unions that admitted colored workers but did not encourage their membership. <box>14 860 204 956</box>
ad-title: THE LEROY CONSTRUCTION COMPANY <box>852 1618 1185 1638</box>
article-paragraph: The wood work class trains the youth in cabinet making and bench work, house carpentry and construction, use of wood milling machinery and wood turning. <box>14 744 204 786</box>
